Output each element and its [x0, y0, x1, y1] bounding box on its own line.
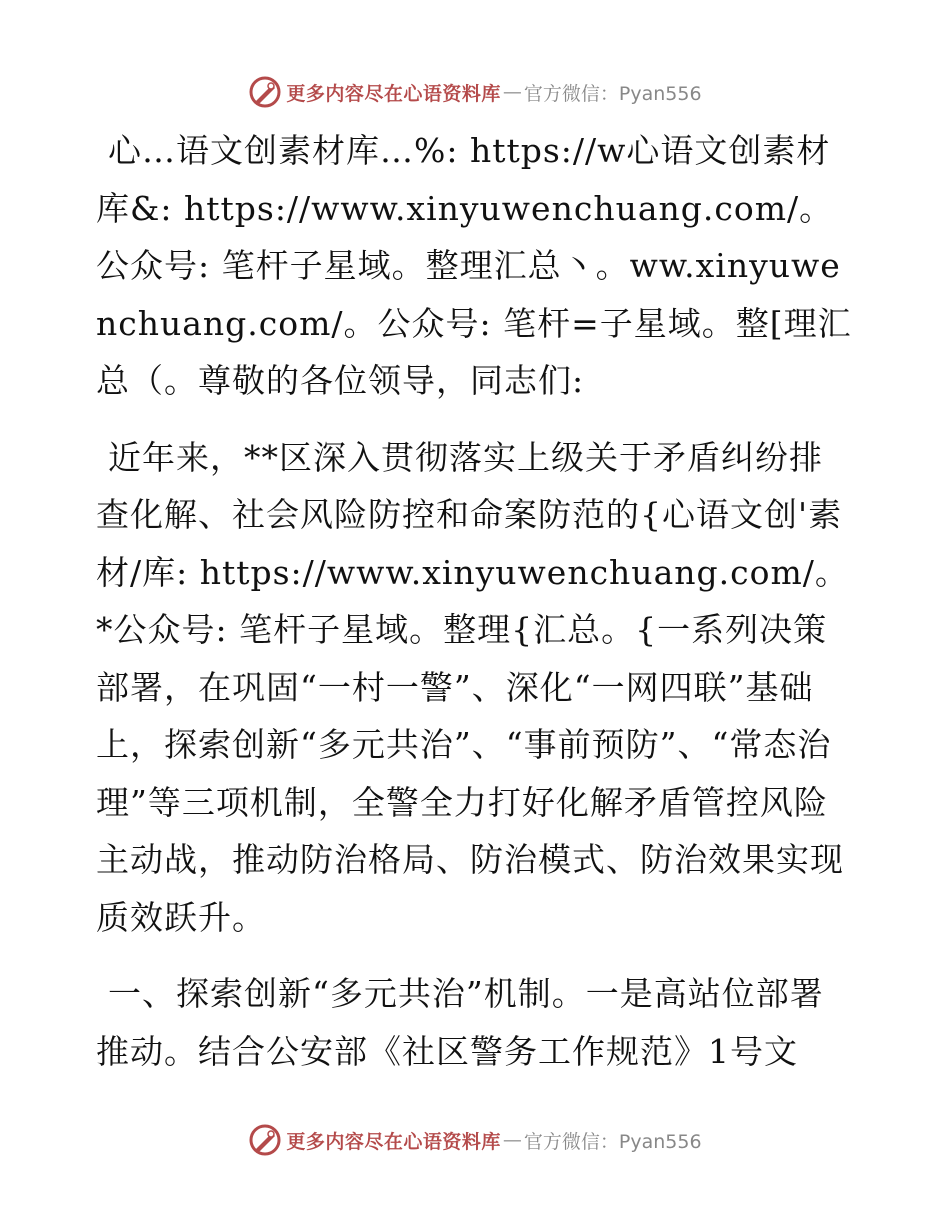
header-wechat-id: 官方微信：Pyan556 [523, 82, 702, 105]
paragraph-2: 近年来，**区深入贯彻落实上级关于矛盾纠纷排查化解、社会风险防控和命案防范的{心语文创'素材/库: https://www.xinyuwenchuang.com/。*公众号: 笔杆子星域。整理{汇总。{一系列决策部署，在巩固“一村一警”、深化“一网四联”基础上，探索创新“多元共治”、“事前预防”、“常态治理”等三项机制，全警全力打好化解矛盾管控风险主动战，推动防治格局、防治模式、防治效果实现质效跃升。 [96, 437, 849, 937]
footer-banner-text: 更多内容尽在心语资料库 [286, 1130, 501, 1153]
header-banner [0, 72, 950, 112]
footer-banner [0, 1120, 950, 1160]
pen-logo-icon [248, 75, 282, 109]
paragraph-3: 一、探索创新“多元共治”机制。一是高站位部署推动。结合公安部《社区警务工作规范》1号文 [96, 974, 824, 1071]
header-banner-separator: — [502, 81, 522, 103]
pen-logo-icon [248, 1123, 282, 1157]
document-body [96, 122, 852, 1080]
header-banner-text: 更多内容尽在心语资料库 [286, 82, 501, 105]
footer-wechat-id: 官方微信：Pyan556 [523, 1130, 702, 1153]
paragraph-1: 心…语文创素材库…%: https://w心语文创素材库&: https://www.xinyuwenchuang.com/。公众号: 笔杆子星域。整理汇总丶。ww.xinyuwenchuang.com/。公众号: 笔杆=子星域。整[理汇总（。尊敬的各位领导，同志们: [96, 131, 852, 400]
footer-banner-separator: — [502, 1129, 522, 1151]
